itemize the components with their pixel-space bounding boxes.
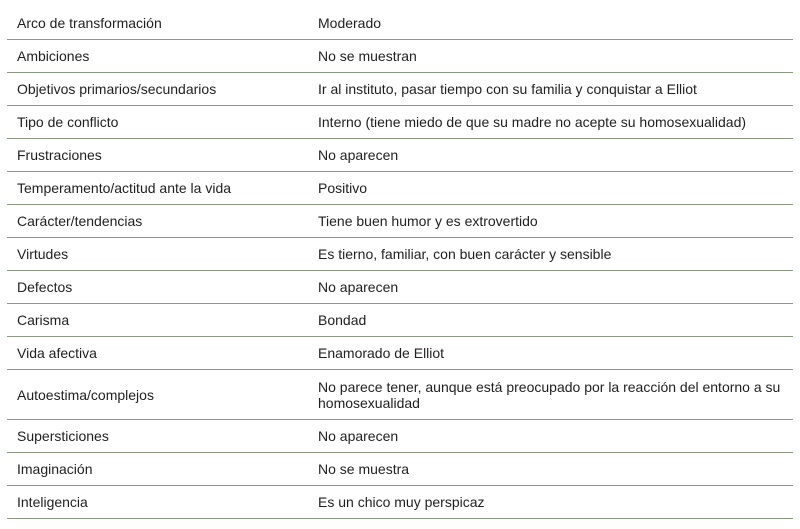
row-value: No se muestran (318, 48, 417, 64)
row-label: Imaginación (17, 461, 93, 477)
row-label: Arco de transformación (17, 15, 162, 31)
row-value: No se muestra (318, 461, 410, 477)
row-label: Frustraciones (17, 147, 102, 163)
table-row (7, 238, 793, 271)
row-label: Autoestima/complejos (17, 386, 154, 403)
row-value: Enamorado de Elliot (318, 345, 445, 361)
row-value: Moderado (318, 15, 382, 31)
table-row (7, 304, 793, 337)
row-label: Inteligencia (17, 494, 88, 510)
row-value: Tiene buen humor y es extrovertido (318, 213, 538, 229)
table-row (7, 205, 793, 238)
table-row (7, 420, 793, 453)
row-value: Positivo (318, 180, 368, 196)
row-label: Carisma (17, 312, 70, 328)
row-value: No aparecen (318, 279, 399, 295)
table-row (7, 271, 793, 304)
table-row (7, 7, 793, 40)
table-row (7, 370, 793, 420)
row-value: Es tierno, familiar, con buen carácter y sensible (318, 246, 612, 262)
row-value: Bondad (318, 312, 367, 328)
row-value: No parece tener, aunque está preocupado por la reacción del entorno a su homosexualidad (318, 378, 781, 411)
row-value: No aparecen (318, 428, 399, 444)
row-value: Es un chico muy perspicaz (318, 494, 485, 510)
row-label: Temperamento/actitud ante la vida (17, 180, 232, 196)
table-row (7, 139, 793, 172)
table-row (7, 40, 793, 73)
row-label: Defectos (17, 279, 73, 295)
table-row (7, 337, 793, 370)
row-value: Ir al instituto, pasar tiempo con su familia y conquistar a Elliot (318, 81, 697, 97)
row-label: Supersticiones (17, 428, 109, 444)
table-row (7, 172, 793, 205)
table-row (7, 106, 793, 139)
row-label: Virtudes (17, 246, 69, 262)
row-label: Ambiciones (17, 48, 90, 64)
table-row (7, 453, 793, 486)
row-label: Objetivos primarios/secundarios (17, 81, 217, 97)
row-value: No aparecen (318, 147, 399, 163)
table-row (7, 73, 793, 106)
row-label: Vida afectiva (17, 345, 97, 361)
row-label: Carácter/tendencias (17, 213, 143, 229)
row-value: Interno (tiene miedo de que su madre no acepte su homosexualidad) (318, 114, 747, 130)
table-row (7, 486, 793, 519)
row-label: Tipo de conflicto (17, 114, 119, 130)
character-table (7, 7, 793, 519)
